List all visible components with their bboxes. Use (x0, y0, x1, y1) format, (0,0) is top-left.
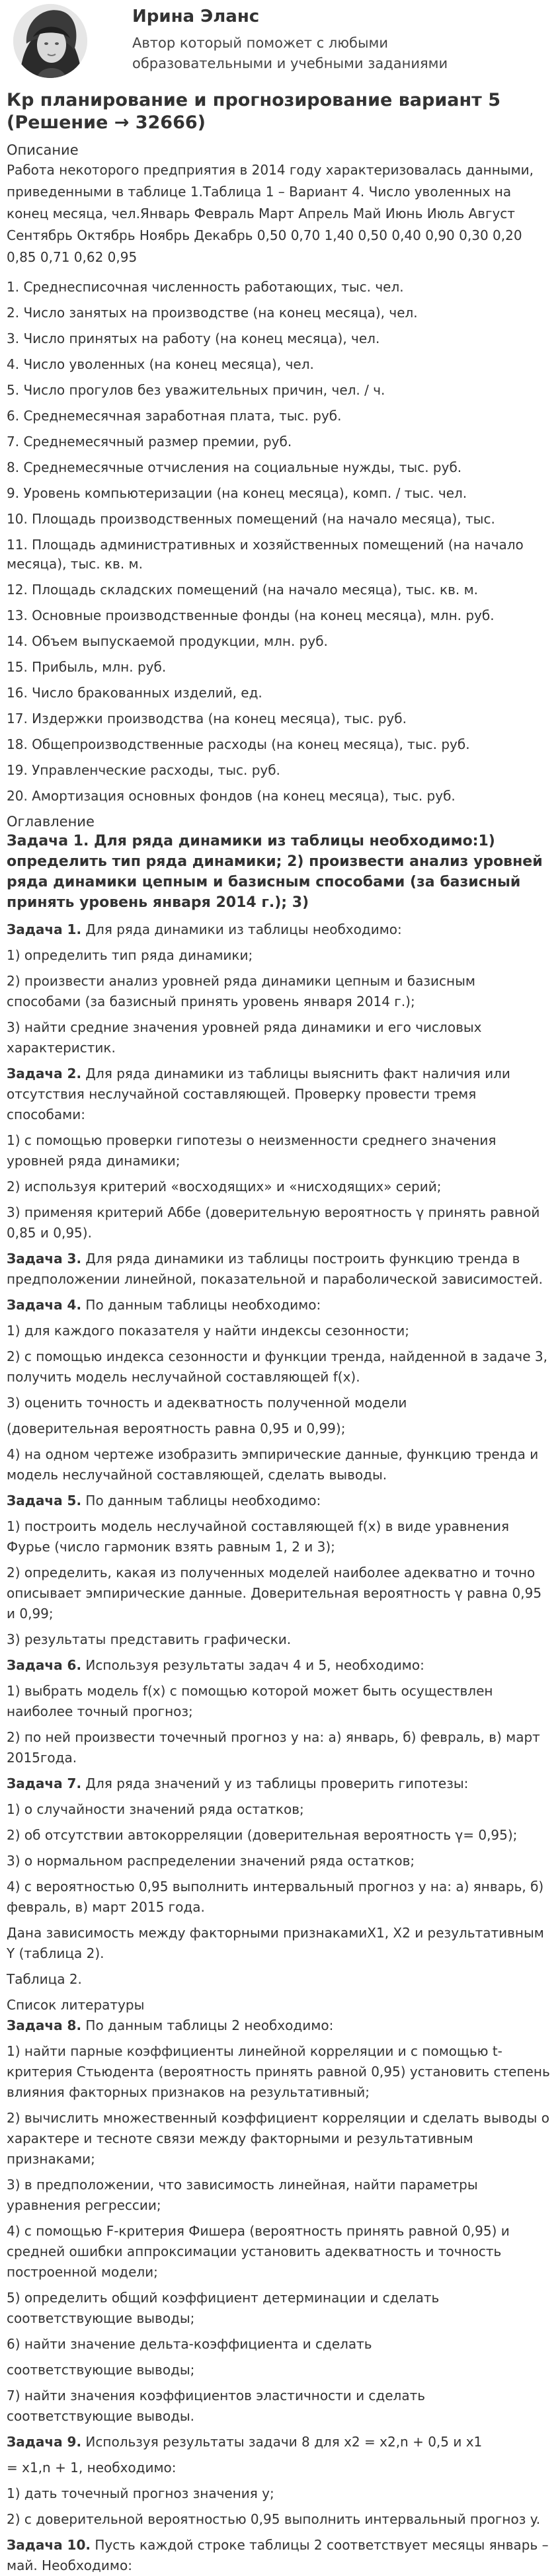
task-7 (7, 1774, 553, 1794)
author-description: Автор который поможет с любыми образовательными и учебными заданиями (132, 35, 448, 71)
list-item: 1) с помощью проверки гипотезы о неизменности среднего значения уровней ряда динамики; (7, 1132, 497, 1169)
list-item: 1) дать точечный прогноз значения y; (7, 2485, 274, 2501)
list-item: 4. Число уволенных (на конец месяца), чел. (7, 356, 314, 372)
task-label: Задача 7. (7, 1776, 82, 1791)
list-item: 2. Число занятых на производстве (на конец месяца), чел. (7, 305, 418, 321)
references-label: Список литературы (7, 1997, 145, 2013)
list-item: (доверительная вероятность равна 0,95 и 0,99); (7, 1421, 346, 1436)
list-item: 7. Среднемесячный размер премии, руб. (7, 434, 292, 449)
table-2-caption: Таблица 2. (7, 1971, 82, 1987)
task-label: Задача 2. (7, 1066, 82, 1081)
list-item: 2) произвести анализ уровней ряда динамики цепным и базисным способами (за базисный принять уровень января 2014 г.); (7, 973, 475, 1009)
task-text: По данным таблицы необходимо: (81, 1493, 321, 1508)
task-label: Задача 10. (7, 2537, 91, 2553)
list-item: соответствующие выводы; (7, 2362, 195, 2378)
list-item: 19. Управленческие расходы, тыс. руб. (7, 762, 280, 778)
dependence-text: Дана зависимость между факторными признакамиX1, X2 и результативным Y (таблица 2). (7, 1925, 544, 1961)
list-item: 14. Объем выпускаемой продукции, млн. руб. (7, 633, 328, 649)
list-item: 1) о случайности значений ряда остатков; (7, 1801, 304, 1817)
list-item: 6) найти значение дельта-коэффициента и сделать (7, 2336, 372, 2352)
task-label: Задача 5. (7, 1493, 82, 1508)
list-item: 15. Прибыль, млн. руб. (7, 659, 167, 675)
task-1 (7, 919, 553, 940)
task-text: Для ряда динамики из таблицы построить функцию тренда в предположении линейной, показательной и параболической зависимостей. (7, 1251, 543, 1287)
list-item: 7) найти значения коэффициентов эластичности и сделать соответствующие выводы. (7, 2388, 426, 2424)
list-item: 2) об отсутствии автокорреляции (доверительная вероятность γ= 0,95); (7, 1827, 518, 1843)
list-item: 1. Среднесписочная численность работающих, тыс. чел. (7, 279, 404, 295)
task-10 (7, 2535, 553, 2576)
task-2 (7, 1064, 553, 1125)
list-item: 1) определить тип ряда динамики; (7, 947, 253, 963)
list-item: 18. Общепроизводственные расходы (на конец месяца), тыс. руб. (7, 736, 470, 752)
list-item: 5) определить общий коэффициент детерминации и сделать соответствующие выводы; (7, 2290, 440, 2326)
list-item: 2) вычислить множественный коэффициент корреляции и сделать выводы о характере и тесноте связи между факторными и результативным признаками; (7, 2110, 550, 2167)
list-item: 9. Уровень компьютеризации (на конец месяца), комп. / тыс. чел. (7, 485, 467, 501)
toc-heading: Задача 1. Для ряда динамики из таблицы необходимо:1) определить тип ряда динамики; 2) произвести анализ уровней ряда динамики цепным и базисным способами (за базисный принять уровень января 2014 г.); 3) (7, 833, 543, 911)
task-text: По данным таблицы необходимо: (81, 1297, 321, 1313)
task-label: Задача 6. (7, 1657, 82, 1673)
indicator-list (7, 278, 553, 806)
list-item: 1) построить модель неслучайной составляющей f(x) в виде уравнения Фурье (число гармоник взять равным 1, 2 и 3); (7, 1518, 510, 1555)
list-item: 12. Площадь складских помещений (на начало месяца), тыс. кв. м. (7, 582, 479, 598)
list-item: 4) с помощью F-критерия Фишера (вероятность принять равной 0,95) и средней ошибки аппроксимации установить адекватность и точность построенной модели; (7, 2223, 510, 2280)
task-label: Задача 3. (7, 1251, 82, 1267)
list-item: 3) в предположении, что зависимость линейная, найти параметры уравнения регрессии; (7, 2177, 478, 2213)
description-intro: Работа некоторого предприятия в 2014 году характеризовалась данными, приведенными в таблице 1.Таблица 1 – Вариант 4. Число уволенных на конец месяца, чел.Январь Февраль Март Апрель Май Июнь Июль Август Сентябрь Октябрь Ноябрь Декабрь 0,50 0,70 1,40 0,50 0,40 0,90 0,30 0,20 0,85 0,71 0,62 0,95 (7, 162, 534, 265)
toc-label: Оглавление (7, 814, 95, 830)
task-label: Задача 9. (7, 2434, 82, 2450)
list-item: 11. Площадь административных и хозяйственных помещений (на начало месяца), тыс. кв. м. (7, 537, 524, 572)
task-label: Задача 1. (7, 921, 82, 937)
list-item: 2) определить, какая из полученных моделей наиболее адекватно и точно описывает эмпирические данные. Доверительная вероятность γ равна 0,95 и 0,99; (7, 1565, 542, 1621)
list-item: 3) применяя критерий Аббе (доверительную вероятность γ принять равной 0,85 и 0,95). (7, 1204, 540, 1241)
task-text: По данным таблицы 2 необходимо: (81, 2017, 334, 2033)
author-name[interactable]: Ирина Эланс (132, 7, 260, 26)
task-text: Для ряда значений y из таблицы проверить гипотезы: (81, 1776, 469, 1791)
task-3 (7, 1249, 553, 1290)
work-title: Кр планирование и прогнозирование вариант 5 (Решение → 32666) (7, 90, 500, 133)
list-item: 3) о нормальном распределении значений ряда остатков; (7, 1853, 415, 1869)
list-item: 4) с вероятностью 0,95 выполнить интервальный прогноз y на: а) январь, б) февраль, в) март 2015 года. (7, 1879, 544, 1915)
list-item: 3. Число принятых на работу (на конец месяца), чел. (7, 331, 380, 346)
tasks-content (7, 919, 553, 2576)
list-item: 1) выбрать модель f(x) с помощью которой может быть осуществлен наиболее точный прогноз; (7, 1683, 493, 1719)
list-item: 13. Основные производственные фонды (на конец месяца), млн. руб. (7, 607, 495, 623)
task-5 (7, 1491, 553, 1511)
list-item: 1) для каждого показателя y найти индексы сезонности; (7, 1323, 409, 1339)
task-9-line-2: = x1,n + 1, необходимо: (7, 2460, 177, 2476)
task-4 (7, 1295, 553, 1315)
list-item: 20. Амортизация основных фондов (на конец месяца), тыс. руб. (7, 788, 456, 804)
task-8 (7, 2015, 553, 2036)
description-label: Описание (7, 142, 79, 158)
list-item: 2) с доверительной вероятностью 0,95 выполнить интервальный прогноз y. (7, 2511, 541, 2527)
list-item: 4) на одном чертеже изобразить эмпирические данные, функцию тренда и модель неслучайной составляющей, сделать выводы. (7, 1446, 539, 1483)
avatar-portrait-icon (13, 4, 87, 78)
task-text: Используя результаты задач 4 и 5, необходимо: (81, 1657, 424, 1673)
task-9 (7, 2432, 553, 2452)
list-item: 3) результаты представить графически. (7, 1631, 292, 1647)
task-label: Задача 8. (7, 2017, 82, 2033)
task-label: Задача 4. (7, 1297, 82, 1313)
task-text: Для ряда динамики из таблицы выяснить факт наличия или отсутствия неслучайной составляющей. Проверку провести тремя способами: (7, 1066, 510, 1122)
task-text: Используя результаты задачи 8 для x2 = x2,n + 0,5 и x1 (81, 2434, 483, 2450)
list-item: 2) используя критерий «восходящих» и «нисходящих» серий; (7, 1179, 442, 1194)
author-header (7, 0, 553, 89)
list-item: 5. Число прогулов без уважительных причин, чел. / ч. (7, 382, 385, 398)
list-item: 3) найти средние значения уровней ряда динамики и его числовых характеристик. (7, 1019, 482, 1056)
task-6 (7, 1655, 553, 1676)
list-item: 10. Площадь производственных помещений (на начало месяца), тыс. (7, 511, 495, 527)
list-item: 17. Издержки производства (на конец месяца), тыс. руб. (7, 711, 407, 726)
list-item: 1) найти парные коэффициенты линейной корреляции и с помощью t-критерия Стьюдента (вероятность принять равной 0,95) установить степень влияния факторных признаков на результативный; (7, 2043, 550, 2100)
list-item: 6. Среднемесячная заработная плата, тыс. руб. (7, 408, 342, 424)
task-text: Для ряда динамики из таблицы необходимо: (81, 921, 402, 937)
list-item: 2) с помощью индекса сезонности и функции тренда, найденной в задаче 3, получить модель неслучайной составляющей f(x). (7, 1348, 547, 1385)
avatar[interactable] (13, 4, 87, 78)
list-item: 3) оценить точность и адекватность полученной модели (7, 1395, 407, 1411)
list-item: 8. Среднемесячные отчисления на социальные нужды, тыс. руб. (7, 459, 462, 475)
list-item: 16. Число бракованных изделий, ед. (7, 685, 262, 701)
task-text: Пусть каждой строке таблицы 2 соответствует месяцы январь – май. Необходимо: (7, 2537, 549, 2573)
list-item: 2) по ней произвести точечный прогноз y на: а) январь, б) февраль, в) март 2015года. (7, 1729, 540, 1766)
